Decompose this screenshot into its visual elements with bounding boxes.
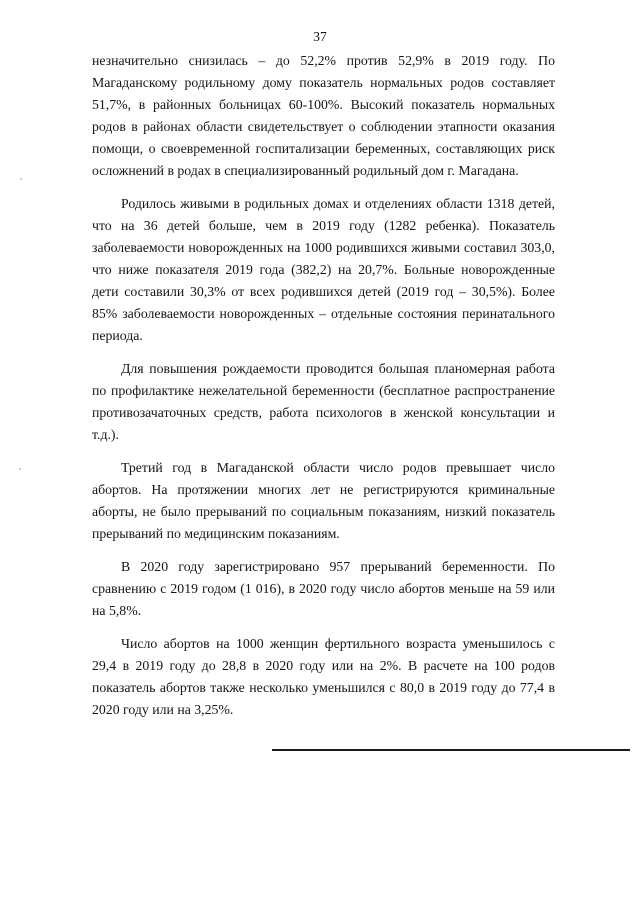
page-number: 37 bbox=[313, 29, 327, 44]
paragraph-birth-rates-continued: незначительно снизилась – до 52,2% против 52,9% в 2019 году. По Магаданскому родильному дому показатель нормальных родов составляет 51,7%, в районных больницах 60-100%. Высокий показатель нормальных родов в районах области свидетельствует о соблюдении этапности оказания помощи, о своевременной госпитализации беременных, составляющих риск осложнений в родах в специализированный родильный дом г. Магадана. bbox=[92, 53, 555, 178]
paragraph-abortion-rates: Число абортов на 1000 женщин фертильного возраста уменьшилось с 29,4 в 2019 году до 28,8 в 2020 году или на 2%. В расчете на 100 родов показатель абортов также несколько уменьшился с 80,0 в 2019 году до 77,4 в 2020 году или на 3,25%. bbox=[92, 636, 555, 717]
paragraph-newborn-statistics: Родилось живыми в родильных домах и отделениях области 1318 детей, что на 36 детей больше, чем в 2019 году (1282 ребенка). Показатель заболеваемости новорожденных на 1000 родившихся живыми составил 303,0, что ниже показателя 2019 года (382,2) на 20,7%. Больные новорожденные дети составили 30,3% от всех родившихся детей (2019 год – 30,5%). Более 85% заболеваемости новорожденных – отдельные состояния перинатального периода. bbox=[92, 196, 555, 343]
paragraph-abortions-2020: В 2020 году зарегистрировано 957 прерываний беременности. По сравнению с 2019 годом (1 016), в 2020 году число абортов меньше на 59 или на 5,8%. bbox=[92, 559, 555, 618]
scan-speck bbox=[19, 468, 21, 470]
paragraph-birth-promotion: Для повышения рождаемости проводится большая планомерная работа по профилактике нежелательной беременности (бесплатное распространение противозачаточных средств, работа психологов в женской консультации и т.д.). bbox=[92, 361, 555, 442]
paragraph-births-vs-abortions: Третий год в Магаданской области число родов превышает число абортов. На протяжении многих лет не регистрируются криминальные аборты, не было прерываний по социальным показаниям, низкий показатель прерываний по медицинским показаниям. bbox=[92, 460, 555, 541]
body-text bbox=[92, 50, 555, 732]
footer-divider bbox=[272, 749, 630, 751]
scan-speck bbox=[20, 178, 22, 180]
